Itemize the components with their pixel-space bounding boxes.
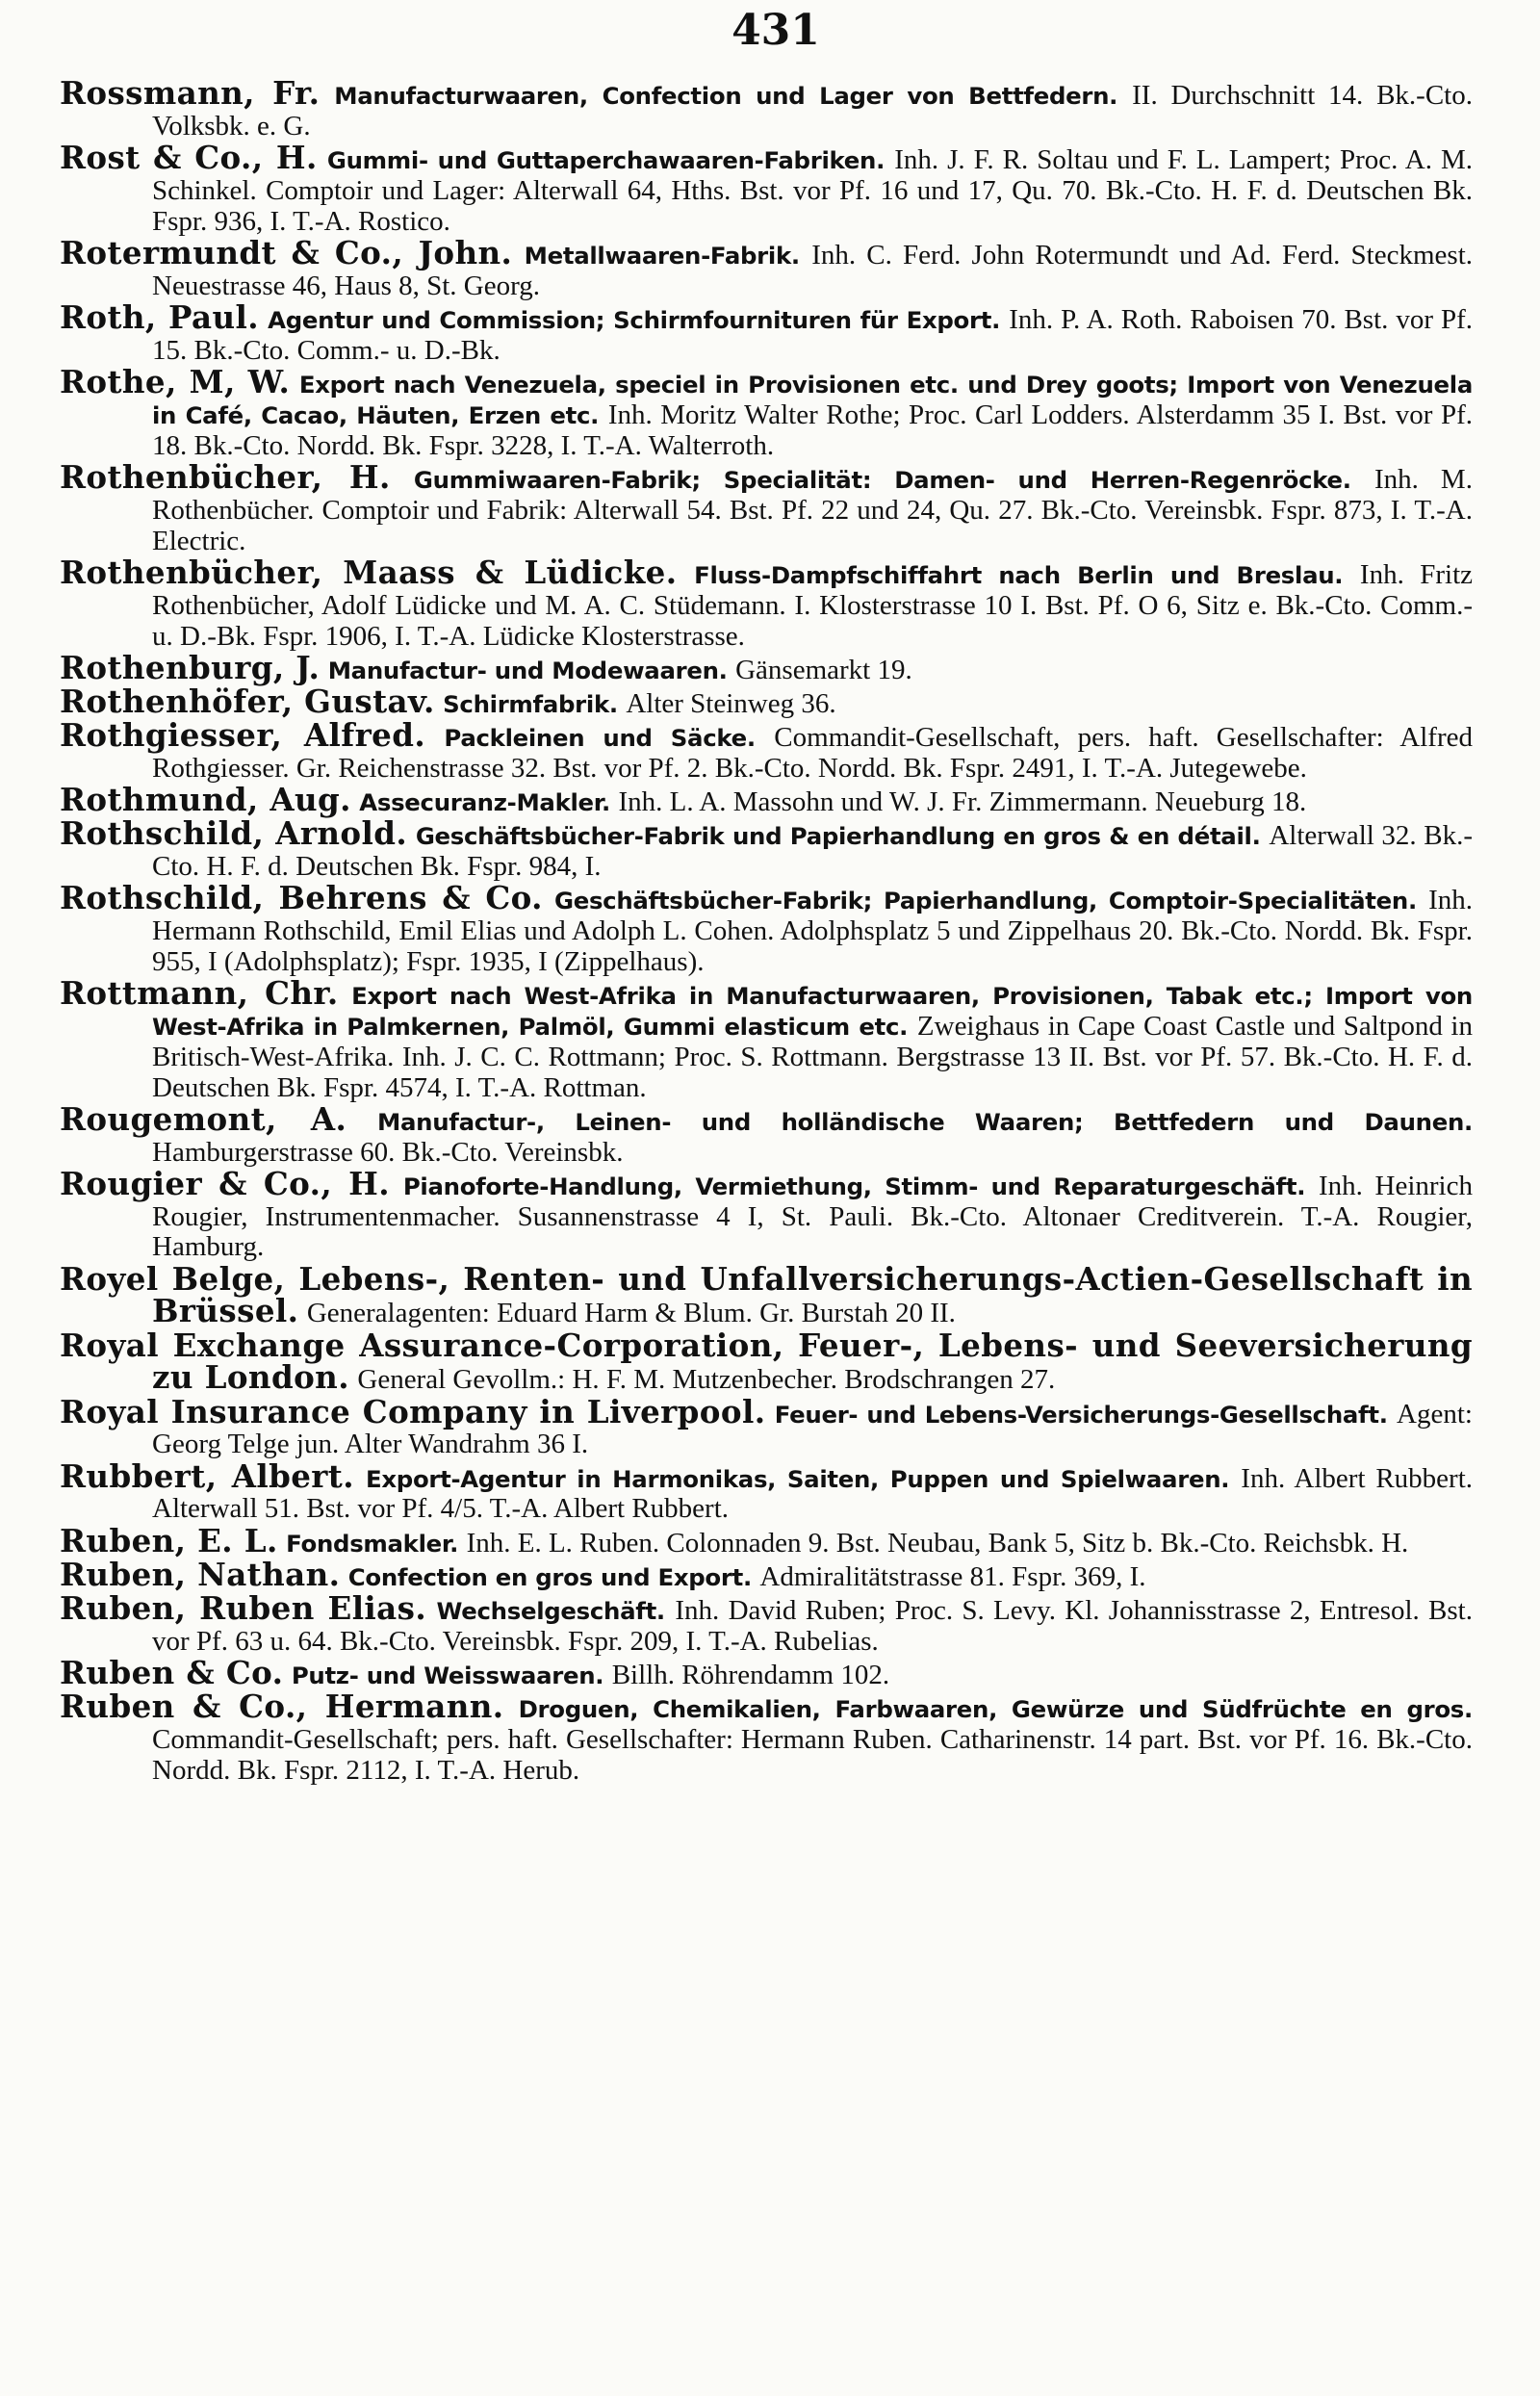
entry-business: Export nach Venezuela, speciel in Provisionen etc. und Drey goots; Import von Venezuela in Café, Cacao, Häuten, Erzen etc. xyxy=(152,370,1473,429)
entry-name: Ruben & Co., Hermann. xyxy=(60,1687,504,1725)
directory-entry xyxy=(60,74,1473,142)
entry-name: Rougemont, A. xyxy=(60,1099,347,1138)
directory-entry xyxy=(60,1653,1473,1691)
entry-details: Inh. M. Rothenbücher. Comptoir und Fabrik: Alterwall 54. Bst. Pf. 22 und 24, Qu. 27. Bk.-Cto. Vereinsbk. Fspr. 873, I. T.-A. Electric. xyxy=(152,463,1473,556)
entry-business: Confection en gros und Export. xyxy=(347,1562,752,1591)
entry-list xyxy=(60,74,1474,1787)
entry-business: Manufactur-, Leinen- und holländische Waaren; Bettfedern und Daunen. xyxy=(377,1107,1473,1136)
entry-business: Geschäftsbücher-Fabrik; Papierhandlung, Comptoir-Specialitäten. xyxy=(554,886,1417,915)
entry-name: Ruben, Nathan. xyxy=(60,1555,341,1593)
entry-business: Metallwaaren-Fabrik. xyxy=(524,241,800,270)
entry-name: Rothschild, Arnold. xyxy=(60,813,408,852)
entry-name: Rothenbücher, Maass & Lüdicke. xyxy=(60,553,678,591)
entry-details: Commandit-Gesellschaft, pers. haft. Gesellschafter: Alfred Rothgiesser. Gr. Reichenstrasse 32. Bst. vor Pf. 2. Bk.-Cto. Nordd. Bk. Fspr. 2491, I. T.-A. Jutegewebe. xyxy=(152,721,1473,784)
entry-business: Wechselgeschäft. xyxy=(436,1596,665,1625)
entry-details: Inh. Fritz Rothenbücher, Adolf Lüdicke und M. A. C. Stüdemann. I. Klosterstrasse 10 I. Bst. Pf. O 6, Sitz e. Bk.-Cto. Comm.- u. D.-Bk. Fspr. 1906, I. T.-A. Lüdicke Klosterstrasse. xyxy=(152,558,1473,652)
directory-entry xyxy=(60,878,1473,978)
directory-entry xyxy=(60,715,1473,785)
entry-details: Commandit-Gesellschaft; pers. haft. Gesellschafter: Hermann Ruben. Catharinenstr. 14 part. Bst. vor Pf. 16. Bk.-Cto. Nordd. Bk. Fspr. 2112, I. T.-A. Herub. xyxy=(152,1723,1473,1786)
entry-details: Admiralitätstrasse 81. Fspr. 369, I. xyxy=(759,1560,1146,1592)
entry-details: Alter Steinweg 36. xyxy=(626,687,836,719)
entry-name: Royel Belge, Lebens-, Renten- und Unfallversicherungs-Actien-Gesellschaft in Brüssel. xyxy=(60,1259,1473,1330)
directory-entry xyxy=(60,457,1473,557)
entry-name: Rothenhöfer, Gustav. xyxy=(60,682,435,720)
directory-entry xyxy=(60,362,1473,462)
entry-details: Zweighaus in Cape Coast Castle und Saltpond in Britisch-West-Afrika. Inh. J. C. C. Rottmann; Proc. S. Rottmann. Bergstrasse 13 II. Bst. vor Pf. 57. Bk.-Cto. H. F. d. Deutschen Bk. Fspr. 4574, I. T.-A. Rottman. xyxy=(152,1010,1473,1103)
entry-business: Feuer- und Lebens-Versicherungs-Gesellschaft. xyxy=(774,1400,1388,1429)
entry-name: Ruben, E. L. xyxy=(60,1521,278,1559)
page-number: 431 xyxy=(732,6,820,55)
entry-name: Rost & Co., H. xyxy=(60,139,318,176)
entry-details: Inh. Albert Rubbert. Alterwall 51. Bst. vor Pf. 4/5. T.-A. Albert Rubbert. xyxy=(152,1462,1474,1525)
entry-details: Billh. Röhrendamm 102. xyxy=(611,1659,890,1690)
entry-name: Rubbert, Albert. xyxy=(60,1456,354,1495)
entry-name: Ruben & Co. xyxy=(60,1653,284,1691)
directory-entry xyxy=(60,813,1473,883)
entry-name: Rothe, M, W. xyxy=(60,362,291,400)
entry-name: Rothschild, Behrens & Co. xyxy=(60,878,543,916)
entry-name: Rottmann, Chr. xyxy=(60,973,339,1012)
entry-name: Roth, Paul. xyxy=(60,297,259,336)
entry-details: Inh. E. L. Ruben. Colonnaden 9. Bst. Neubau, Bank 5, Sitz b. Bk.-Cto. Reichsbk. H. xyxy=(466,1527,1409,1559)
entry-business: Manufacturwaaren, Confection und Lager von Bettfedern. xyxy=(334,82,1118,110)
entry-business: Export nach West-Afrika in Manufacturwaaren, Provisionen, Tabak etc.; Import von West-Afrika in Palmkernen, Palmöl, Gummi elasticum etc. xyxy=(152,981,1473,1041)
entry-business: Droguen, Chemikalien, Farbwaaren, Gewürze und Südfrüchte en gros. xyxy=(518,1694,1473,1723)
entry-business: Geschäftsbücher-Fabrik und Papierhandlung en gros & en détail. xyxy=(415,821,1261,850)
directory-entry xyxy=(60,973,1473,1104)
directory-entry xyxy=(60,1588,1473,1658)
entry-details: Inh. J. F. R. Soltau und F. L. Lampert; Proc. A. M. Schinkel. Comptoir und Lager: Alterwall 64, Hths. Bst. vor Pf. 16 und 17, Qu. 70. Bk.-Cto. H. F. d. Deutschen Bk. Fspr. 936, I. T.-A. Rostico. xyxy=(152,144,1473,237)
entry-details: Inh. Moritz Walter Rothe; Proc. Carl Lodders. Alsterdamm 35 I. Bst. vor Pf. 18. Bk.-Cto. Nordd. Bk. Fspr. 3228, I. T.-A. Walterroth. xyxy=(152,399,1473,461)
entry-name: Rothenburg, J. xyxy=(60,648,321,686)
directory-entry xyxy=(60,139,1473,238)
entry-name: Rougier & Co., H. xyxy=(60,1164,390,1202)
directory-entry xyxy=(60,780,1473,818)
entry-name: Royal Insurance Company in Liverpool. xyxy=(60,1392,766,1430)
entry-business: Gummi- und Guttaperchawaaren-Fabriken. xyxy=(326,146,886,174)
entry-details: Inh. David Ruben; Proc. S. Levy. Kl. Johannisstrasse 2, Entresol. Bst. vor Pf. 63 u. 64. Bk.-Cto. Vereinsbk. Fspr. 209, I. T.-A. Rubelias. xyxy=(152,1594,1473,1657)
entry-business: Schirmfabrik. xyxy=(443,689,618,718)
entry-business: Assecuranz-Makler. xyxy=(359,787,611,816)
directory-entry xyxy=(60,553,1473,653)
entry-name: Rotermundt & Co., John. xyxy=(60,233,513,271)
entry-name: Rothgiesser, Alfred. xyxy=(60,715,426,754)
entry-details: II. Durchschnitt 14. Bk.-Cto. Volksbk. e. G. xyxy=(152,80,1473,142)
directory-entry xyxy=(60,1099,1473,1169)
entry-details: Hamburgerstrasse 60. Bk.-Cto. Vereinsbk. xyxy=(152,1136,624,1168)
directory-entry xyxy=(60,297,1473,367)
directory-entry xyxy=(60,233,1473,302)
entry-business: Manufactur- und Modewaaren. xyxy=(327,656,728,684)
entry-business: Gummiwaaren-Fabrik; Specialität: Damen- und Herren-Regenröcke. xyxy=(413,465,1351,494)
entry-business: Packleinen und Säcke. xyxy=(444,723,756,752)
entry-details: Inh. Hermann Rothschild, Emil Elias und Adolph L. Cohen. Adolphsplatz 5 und Zippelhaus 20. Bk.-Cto. Nordd. Bk. Fspr. 955, I (Adolphsplatz); Fspr. 1935, I (Zippelhaus). xyxy=(152,884,1473,977)
entry-business: Export-Agentur in Harmonikas, Saiten, Puppen und Spielwaaren. xyxy=(365,1464,1230,1493)
directory-entry xyxy=(60,1687,1473,1787)
entry-business: Pianoforte-Handlung, Vermiethung, Stimm- und Reparaturgeschäft. xyxy=(402,1172,1306,1200)
directory-entry xyxy=(60,1392,1473,1461)
entry-details: General Gevollm.: H. F. M. Mutzenbecher. Brodschrangen 27. xyxy=(357,1364,1056,1396)
entry-details: Inh. L. A. Massohn und W. J. Fr. Zimmermann. Neueburg 18. xyxy=(618,786,1307,817)
entry-details: Inh. P. A. Roth. Raboisen 70. Bst. vor Pf. 15. Bk.-Cto. Comm.- u. D.-Bk. xyxy=(152,303,1473,366)
entry-details: Inh. Heinrich Rougier, Instrumentenmacher. Susannenstrasse 4 I, St. Pauli. Bk.-Cto. Altonaer Creditverein. T.-A. Rougier, Hamburg. xyxy=(152,1170,1473,1263)
entry-name: Royal Exchange Assurance-Corporation, Feuer-, Lebens- und Seeversicherung zu London. xyxy=(60,1326,1473,1397)
entry-details: Alterwall 32. Bk.-Cto. H. F. d. Deutschen Bk. Fspr. 984, I. xyxy=(152,819,1473,882)
entry-business: Agentur und Commission; Schirmfournituren für Export. xyxy=(268,305,1001,334)
entry-name: Rossmann, Fr. xyxy=(60,74,321,112)
entry-details: Agent: Georg Telge jun. Alter Wandrahm 36 I. xyxy=(152,1398,1473,1460)
directory-entry xyxy=(60,1259,1473,1330)
entry-business: Fondsmakler. xyxy=(286,1529,459,1558)
directory-entry xyxy=(60,682,1473,720)
entry-business: Fluss-Dampfschiffahrt nach Berlin und Breslau. xyxy=(694,560,1344,589)
entry-details: Generalagenten: Eduard Harm & Blum. Gr. Burstah 20 II. xyxy=(306,1298,956,1329)
entry-details: Gänsemarkt 19. xyxy=(735,654,912,685)
entry-name: Ruben, Ruben Elias. xyxy=(60,1588,427,1627)
entry-name: Rothenbücher, H. xyxy=(60,457,391,496)
entry-name: Rothmund, Aug. xyxy=(60,780,351,818)
entry-details: Inh. C. Ferd. John Rotermundt und Ad. Ferd. Steckmest. Neuestrasse 46, Haus 8, St. Georg. xyxy=(152,239,1473,301)
directory-entry xyxy=(60,1456,1474,1526)
directory-entry xyxy=(60,1555,1473,1593)
directory-entry xyxy=(60,1164,1473,1264)
directory-entry xyxy=(60,1326,1473,1397)
directory-entry xyxy=(60,1521,1473,1559)
entry-business: Putz- und Weisswaaren. xyxy=(291,1661,604,1689)
directory-entry xyxy=(60,648,1473,686)
